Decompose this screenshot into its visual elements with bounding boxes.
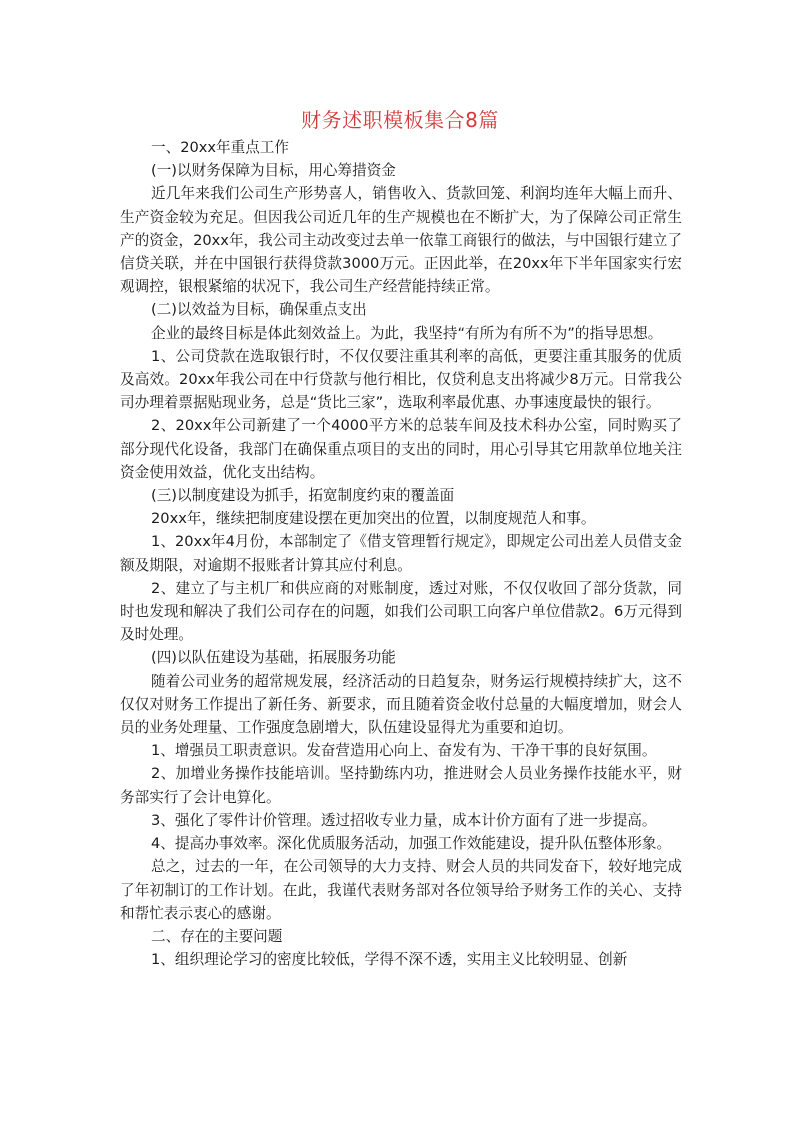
body-paragraph: 总之，过去的一年，在公司领导的大力支持、财会人员的共同发奋下，较好地完成了年初制订的工作计划。在此，我谨代表财务部对各位领导给予财务工作的关心、支持和帮忙表示衷心的感谢。: [120, 858, 682, 922]
body-paragraph: 2、建立了与主机厂和供应商的对账制度，透过对账，不仅仅收回了部分货款，同时也发现和解决了我们公司存在的问题，如我们公司职工向客户单位借款2。6万元得到及时处理。: [120, 579, 682, 644]
section-heading: (二)以效益为目标，确保重点支出: [151, 301, 367, 319]
body-paragraph: 20xx年，继续把制度建设摆在更加突出的位置，以制度规范人和事。: [151, 510, 596, 528]
body-paragraph: 1、20xx年4月份，本部制定了《借支管理暂行规定》，即规定公司出差人员借支金额及期限，对逾期不报账者计算其应付利息。: [120, 533, 682, 574]
body-paragraph: 2、加增业务操作技能培训。坚持勤练内功，推进财会人员业务操作技能水平，财务部实行了会计电算化。: [120, 765, 682, 806]
body-paragraph: 近几年来我们公司生产形势喜人，销售收入、货款回笼、利润均连年大幅上而升、生产资金较为充足。但因我公司近几年的生产规模也在不断扩大，为了保障公司正常生产的资金，20xx年，我公司主动改变过去单一依靠工商银行的做法，与中国银行建立了信贷关联，并在中国银行获得贷款3000万元。正因此举，在20xx年下半年国家实行宏观调控，银根紧缩的状况下，我公司生产经营能持续正常。: [120, 185, 682, 296]
section-heading: 一、20xx年重点工作: [151, 139, 289, 156]
document-body: [120, 136, 682, 971]
body-paragraph: 企业的最终目标是体此刻效益上。为此，我坚持“有所为有所不为”的指导思想。: [151, 324, 663, 342]
section-heading: (四)以队伍建设为基础，拓展服务功能: [151, 649, 396, 667]
section-heading: (一)以财务保障为目标，用心筹措资金: [151, 162, 396, 180]
section-heading: 二、存在的主要问题: [151, 927, 283, 945]
body-paragraph: 1、增强员工职责意识。发奋营造用心向上、奋发有为、干净干事的良好氛围。: [151, 742, 657, 760]
body-paragraph: 4、提高办事效率。深化优质服务活动，加强工作效能建设，提升队伍整体形象。: [151, 835, 672, 853]
body-paragraph: 2、20xx年公司新建了一个4000平方米的总装车间及技术科办公室，同时购买了部分现代化设备，我部门在确保重点项目的支出的同时，用心引导其它用款单位地关注资金使用效益，优化支出结构。: [120, 417, 682, 481]
body-paragraph: 1、公司贷款在选取银行时，不仅仅要注重其利率的高低，更要注重其服务的优质及高效。20xx年我公司在中行贷款与他行相比，仅贷利息支出将减少8万元。日常我公司办理着票据贴现业务，总是“货比三家”，选取利率最优惠、办事速度最快的银行。: [120, 347, 682, 412]
document-title: 财务述职模板集合8篇: [301, 108, 499, 132]
body-paragraph: 1、组织理论学习的密度比较低，学得不深不透，实用主义比较明显、创新: [151, 951, 628, 969]
section-heading: (三)以制度建设为抓手，拓宽制度约束的覆盖面: [151, 487, 455, 505]
body-paragraph: 随着公司业务的超常规发展，经济活动的日趋复杂，财务运行规模持续扩大，这不仅仅对财务工作提出了新任务、新要求，而且随着资金收付总量的大幅度增加，财会人员的业务处理量、工作强度急剧增大，队伍建设显得尤为重要和迫切。: [120, 672, 682, 737]
body-paragraph: 3、强化了零件计价管理。透过招收专业力量，成本计价方面有了进一步提高。: [151, 811, 657, 829]
